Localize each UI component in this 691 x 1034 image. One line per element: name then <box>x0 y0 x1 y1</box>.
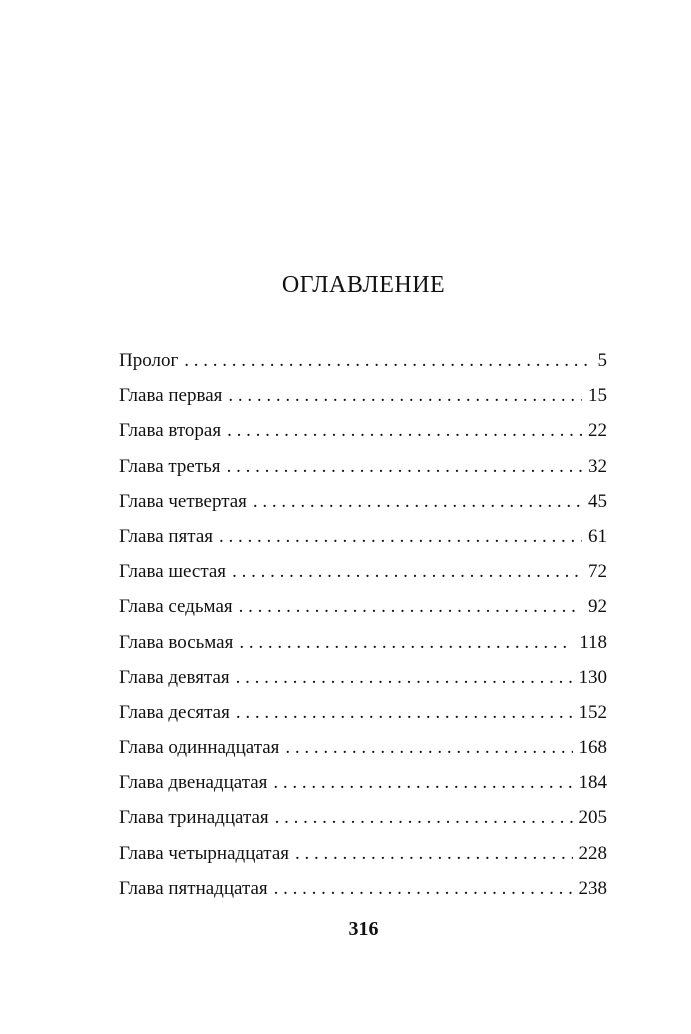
toc-entry <box>119 589 607 624</box>
toc-entry-label: Пролог <box>119 350 179 371</box>
toc-entry-label: Глава седьмая <box>119 596 233 618</box>
toc-entry <box>119 378 607 413</box>
toc-entry-page: 205 <box>578 807 607 829</box>
toc-entry-page: 61 <box>588 525 607 547</box>
dot-leader <box>219 519 582 554</box>
toc-entry <box>119 625 607 660</box>
toc-entry-label: Глава десятая <box>119 701 230 723</box>
toc-entry <box>119 554 607 589</box>
toc-entry-page: 118 <box>579 631 607 653</box>
dot-leader <box>228 378 582 413</box>
toc-entry <box>119 343 607 378</box>
toc-entry-page: 32 <box>588 455 607 477</box>
dot-leader <box>295 836 572 871</box>
toc-entry <box>119 871 607 906</box>
dot-leader <box>239 625 573 660</box>
toc-entry <box>119 765 607 800</box>
toc-entry-page: 15 <box>588 385 607 407</box>
toc-entry-label: Глава первая <box>119 385 223 407</box>
toc-entry-label: Глава четырнадцатая <box>119 842 290 864</box>
dot-leader <box>236 695 573 730</box>
toc-entry-page: 228 <box>578 842 607 864</box>
toc-entry-page: 130 <box>578 666 607 688</box>
dot-leader <box>184 343 591 378</box>
dot-leader <box>253 484 582 519</box>
toc-entry-label: Глава одиннадцатая <box>119 737 280 759</box>
toc-entry-label: Глава четвертая <box>119 490 247 512</box>
toc-entry-page: 184 <box>578 772 607 794</box>
toc-entry <box>119 800 607 835</box>
toc-entry-page: 72 <box>588 561 607 583</box>
toc-list <box>119 343 607 906</box>
toc-entry-label: Глава тринадцатая <box>119 807 269 829</box>
toc-entry-page: 238 <box>578 877 607 899</box>
toc-entry-label: Глава вторая <box>119 420 222 442</box>
toc-entry-label: Глава пятнадцатая <box>119 877 268 899</box>
dot-leader <box>274 871 573 906</box>
toc-entry-label: Глава девятая <box>119 666 230 688</box>
toc-entry-label: Глава двенадцатая <box>119 772 268 794</box>
toc-heading: ОГЛАВЛЕНИЕ <box>281 272 446 298</box>
toc-entry-page: 168 <box>578 737 607 759</box>
dot-leader <box>285 730 572 765</box>
toc-entry-label: Глава шестая <box>119 561 227 583</box>
dot-leader <box>273 765 572 800</box>
toc-entry <box>119 695 607 730</box>
toc-entry <box>119 449 607 484</box>
toc-entry <box>119 660 607 695</box>
toc-entry-label: Глава восьмая <box>119 631 234 653</box>
toc-entry-page: 92 <box>588 596 607 618</box>
dot-leader <box>227 449 582 484</box>
toc-entry <box>119 836 607 871</box>
toc-entry <box>119 484 607 519</box>
dot-leader <box>239 589 582 624</box>
toc-entry-label: Глава третья <box>119 455 221 477</box>
dot-leader <box>275 800 573 835</box>
page-number: 316 <box>348 918 379 940</box>
toc-entry <box>119 413 607 448</box>
dot-leader <box>232 554 582 589</box>
toc-entry <box>119 730 607 765</box>
toc-entry-page: 22 <box>588 420 607 442</box>
toc-entry-page: 45 <box>588 490 607 512</box>
toc-entry-label: Глава пятая <box>119 525 213 547</box>
dot-leader <box>227 413 582 448</box>
toc-entry <box>119 519 607 554</box>
toc-entry-page: 5 <box>597 350 607 371</box>
dot-leader <box>236 660 573 695</box>
toc-entry-page: 152 <box>578 701 607 723</box>
